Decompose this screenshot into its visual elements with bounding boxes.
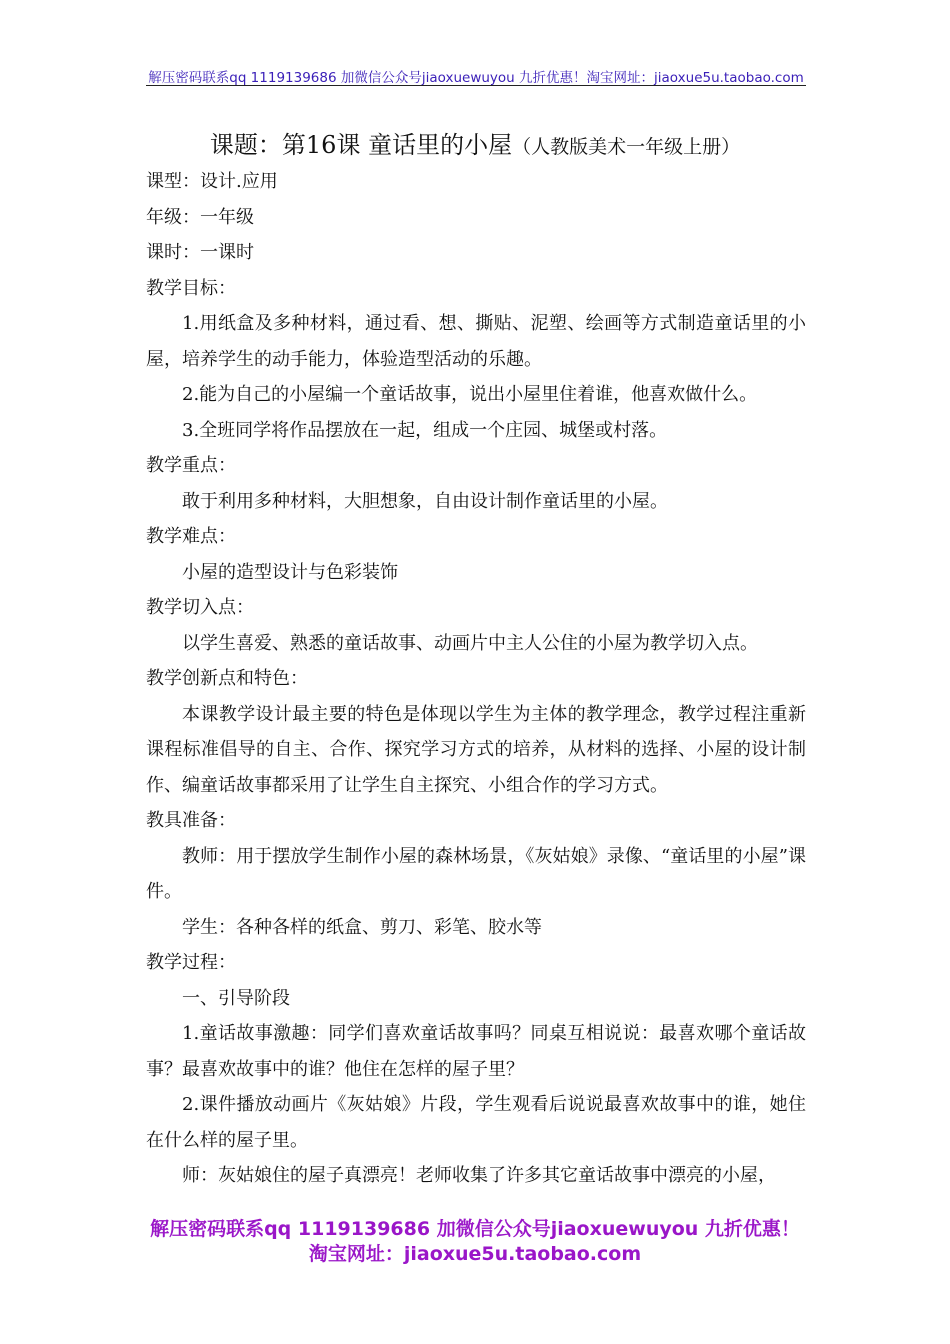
section-heading-key-points: 教学重点： [146, 455, 236, 476]
section-heading-objectives: 教学目标： [146, 277, 236, 299]
lesson-title [0, 128, 950, 164]
page-footer-promo [0, 1217, 950, 1267]
footer-line-2: 淘宝网址：jiaoxue5u.taobao.com [308, 1243, 642, 1265]
section-heading-materials: 教具准备： [146, 810, 236, 831]
lesson-title-sub: （人教版美术一年级上册） [512, 136, 741, 158]
section-heading-innovation: 教学创新点和特色： [146, 668, 308, 689]
innovation-text: 本课教学设计最主要的特色是体现以学生为主体的教学理念，教学过程注重新课程标准倡导的自主、合作、探究学习方式的培养，从材料的选择、小屋的设计制作、编童话故事都采用了让学生自主探究、小组合作的学习方式。 [146, 703, 806, 796]
objective-3: 3.全班同学将作品摆放在一起，组成一个庄园、城堡或村落。 [182, 419, 668, 441]
difficulties-text: 小屋的造型设计与色彩装饰 [182, 561, 398, 583]
objective-2: 2.能为自己的小屋编一个童话故事，说出小屋里住着谁，他喜欢做什么。 [182, 384, 758, 405]
section-heading-process: 教学过程： [146, 952, 236, 973]
page-header-promo: 解压密码联系qq 1119139686 加微信公众号jiaoxuewuyou 九折优惠！淘宝网址：jiaoxue5u.taobao.com [148, 70, 804, 86]
lesson-title-main: 课题：第16课 童话里的小屋 [209, 131, 513, 159]
objective-1: 1.用纸盒及多种材料，通过看、想、撕贴、泥塑、绘画等方式制造童话里的小屋，培养学生的动手能力，体验造型活动的乐趣。 [146, 313, 806, 370]
teacher-materials: 教师：用于摆放学生制作小屋的森林场景，《灰姑娘》录像、“童话里的小屋”课件。 [146, 845, 806, 902]
student-materials: 学生：各种各样的纸盒、剪刀、彩笔、胶水等 [182, 916, 542, 938]
process-step-2: 2.课件播放动画片《灰姑娘》片段，学生观看后说说最喜欢故事中的谁，她住在什么样的屋子里。 [146, 1094, 806, 1151]
entry-point-text: 以学生喜爱、熟悉的童话故事、动画片中主人公住的小屋为教学切入点。 [182, 632, 758, 654]
key-points-text: 敢于利用多种材料，大胆想象，自由设计制作童话里的小屋。 [182, 490, 668, 512]
process-stage-1: 一、引导阶段 [182, 987, 290, 1009]
footer-line-1: 解压密码联系qq 1119139686 加微信公众号jiaoxuewuyou 九折优惠！ [150, 1218, 800, 1240]
process-step-1: 1.童话故事激趣：同学们喜欢童话故事吗？同桌互相说说：最喜欢哪个童话故事？最喜欢故事中的谁？他住在怎样的屋子里？ [146, 1023, 806, 1080]
section-heading-difficulties: 教学难点： [146, 526, 236, 547]
section-heading-entry-point: 教学切入点： [146, 597, 254, 618]
grade: 年级：一年级 [146, 206, 254, 228]
teacher-remark: 师：灰姑娘住的屋子真漂亮！老师收集了许多其它童话故事中漂亮的小屋， [182, 1165, 776, 1186]
lesson-type: 课型：设计.应用 [146, 171, 278, 192]
class-hours: 课时：一课时 [146, 242, 254, 263]
header-divider [146, 85, 806, 86]
lesson-body [146, 164, 806, 1194]
